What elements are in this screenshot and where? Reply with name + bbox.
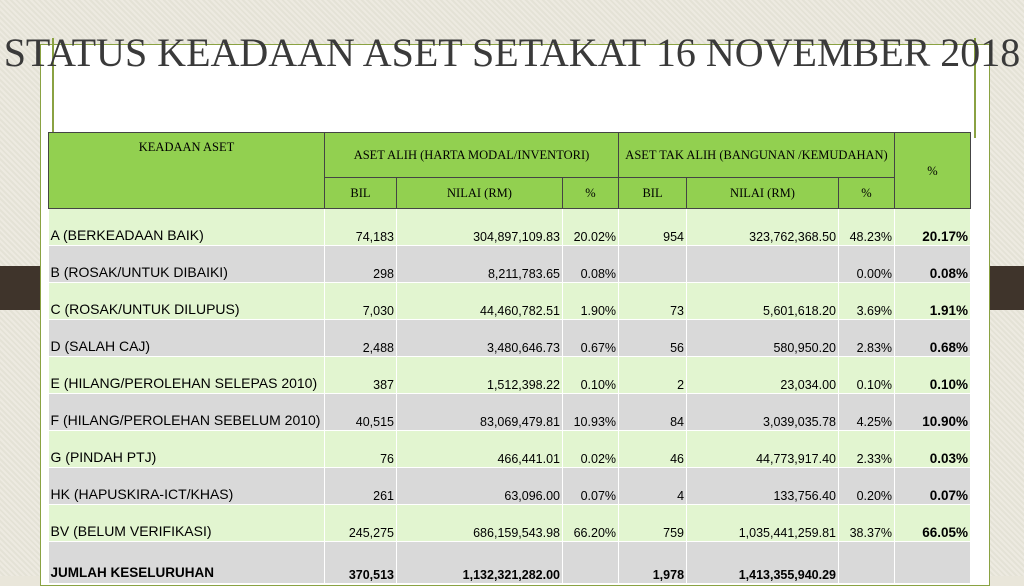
cell-tak-alih-bil: [619, 246, 687, 283]
header-tak-alih-bil: BIL: [619, 178, 687, 209]
table-row: [49, 283, 971, 320]
cell-alih-nilai-total: 1,132,321,282.00: [397, 542, 563, 584]
cell-alih-bil: 7,030: [325, 283, 397, 320]
cell-alih-nilai: 83,069,479.81: [397, 394, 563, 431]
cell-total-percent: 0.07%: [895, 468, 971, 505]
cell-alih-nilai: 686,159,543.98: [397, 505, 563, 542]
cell-tak-alih-bil: 56: [619, 320, 687, 357]
row-label: HK (HAPUSKIRA-ICT/KHAS): [49, 468, 325, 505]
cell-alih-nilai: 8,211,783.65: [397, 246, 563, 283]
slide-title: STATUS KEADAAN ASET SETAKAT 16 NOVEMBER 2018: [3, 30, 1021, 75]
cell-alih-nilai: 1,512,398.22: [397, 357, 563, 394]
cell-alih-nilai: 3,480,646.73: [397, 320, 563, 357]
table-row: [49, 246, 971, 283]
row-label: B (ROSAK/UNTUK DIBAIKI): [49, 246, 325, 283]
table-row: [49, 357, 971, 394]
cell-tak-alih-bil: 73: [619, 283, 687, 320]
cell-tak-alih-percent: 0.10%: [839, 357, 895, 394]
cell-alih-bil: 261: [325, 468, 397, 505]
row-label: BV (BELUM VERIFIKASI): [49, 505, 325, 542]
cell-total-percent: 1.91%: [895, 283, 971, 320]
cell-total-percent: 0.08%: [895, 246, 971, 283]
cell-tak-alih-bil: 46: [619, 431, 687, 468]
row-label: D (SALAH CAJ): [49, 320, 325, 357]
row-label: A (BERKEADAAN BAIK): [49, 209, 325, 246]
header-alih-percent: %: [563, 178, 619, 209]
cell-total-percent: 20.17%: [895, 209, 971, 246]
cell-alih-nilai: 63,096.00: [397, 468, 563, 505]
cell-tak-alih-nilai: 44,773,917.40: [687, 431, 839, 468]
row-label: C (ROSAK/UNTUK DILUPUS): [49, 283, 325, 320]
cell-alih-percent: 1.90%: [563, 283, 619, 320]
cell-tak-alih-nilai: [687, 246, 839, 283]
cell-alih-bil: 245,275: [325, 505, 397, 542]
cell-alih-bil-total: 370,513: [325, 542, 397, 584]
cell-alih-percent: 20.02%: [563, 209, 619, 246]
cell-alih-nilai: 466,441.01: [397, 431, 563, 468]
cell-tak-alih-bil-total: 1,978: [619, 542, 687, 584]
cell-alih-percent: 0.07%: [563, 468, 619, 505]
cell-tak-alih-bil: 84: [619, 394, 687, 431]
cell-tak-alih-percent: 3.69%: [839, 283, 895, 320]
header-alih-bil: BIL: [325, 178, 397, 209]
cell-tak-alih-nilai: 323,762,368.50: [687, 209, 839, 246]
row-label: E (HILANG/PEROLEHAN SELEPAS 2010): [49, 357, 325, 394]
header-total-percent: %: [895, 133, 971, 209]
header-aset-alih: ASET ALIH (HARTA MODAL/INVENTORI): [325, 133, 619, 178]
cell-tak-alih-percent: 0.20%: [839, 468, 895, 505]
cell-alih-nilai: 304,897,109.83: [397, 209, 563, 246]
cell-alih-bil: 40,515: [325, 394, 397, 431]
cell-tak-alih-nilai: 133,756.40: [687, 468, 839, 505]
cell-alih-nilai: 44,460,782.51: [397, 283, 563, 320]
table-row-total: [49, 542, 971, 584]
cell-alih-percent: 0.67%: [563, 320, 619, 357]
cell-tak-alih-nilai-total: 1,413,355,940.29: [687, 542, 839, 584]
cell-tak-alih-nilai: 580,950.20: [687, 320, 839, 357]
row-label: F (HILANG/PEROLEHAN SEBELUM 2010): [49, 394, 325, 431]
cell-alih-bil: 2,488: [325, 320, 397, 357]
cell-alih-percent-total: [563, 542, 619, 584]
cell-tak-alih-percent-total: [839, 542, 895, 584]
cell-tak-alih-percent: 0.00%: [839, 246, 895, 283]
row-label: G (PINDAH PTJ): [49, 431, 325, 468]
header-alih-nilai: NILAI (RM): [397, 178, 563, 209]
table-row: [49, 468, 971, 505]
cell-alih-percent: 0.08%: [563, 246, 619, 283]
cell-total-percent: 0.68%: [895, 320, 971, 357]
cell-total-percent: 0.03%: [895, 431, 971, 468]
cell-tak-alih-nilai: 3,039,035.78: [687, 394, 839, 431]
cell-tak-alih-percent: 2.33%: [839, 431, 895, 468]
header-tak-alih-nilai: NILAI (RM): [687, 178, 839, 209]
table-row: [49, 320, 971, 357]
cell-alih-bil: 387: [325, 357, 397, 394]
asset-status-table: [48, 132, 971, 584]
table-row: [49, 431, 971, 468]
cell-tak-alih-percent: 48.23%: [839, 209, 895, 246]
cell-alih-bil: 298: [325, 246, 397, 283]
cell-total-percent: 0.10%: [895, 357, 971, 394]
cell-alih-percent: 10.93%: [563, 394, 619, 431]
cell-tak-alih-bil: 759: [619, 505, 687, 542]
cell-tak-alih-percent: 2.83%: [839, 320, 895, 357]
header-aset-tak-alih: ASET TAK ALIH (BANGUNAN /KEMUDAHAN): [619, 133, 895, 178]
cell-tak-alih-bil: 4: [619, 468, 687, 505]
cell-tak-alih-percent: 38.37%: [839, 505, 895, 542]
header-tak-alih-percent: %: [839, 178, 895, 209]
cell-tak-alih-bil: 2: [619, 357, 687, 394]
cell-alih-percent: 0.10%: [563, 357, 619, 394]
cell-tak-alih-nilai: 23,034.00: [687, 357, 839, 394]
cell-tak-alih-percent: 4.25%: [839, 394, 895, 431]
table-row: [49, 505, 971, 542]
cell-alih-bil: 76: [325, 431, 397, 468]
header-keadaan-aset: KEADAAN ASET: [49, 133, 325, 209]
table-row: [49, 209, 971, 246]
cell-alih-percent: 0.02%: [563, 431, 619, 468]
cell-tak-alih-nilai: 1,035,441,259.81: [687, 505, 839, 542]
cell-tak-alih-bil: 954: [619, 209, 687, 246]
cell-tak-alih-nilai: 5,601,618.20: [687, 283, 839, 320]
cell-total-percent: 66.05%: [895, 505, 971, 542]
table-row: [49, 394, 971, 431]
cell-total-percent-total: [895, 542, 971, 584]
cell-total-percent: 10.90%: [895, 394, 971, 431]
row-label-total: JUMLAH KESELURUHAN: [49, 542, 325, 584]
cell-alih-percent: 66.20%: [563, 505, 619, 542]
cell-alih-bil: 74,183: [325, 209, 397, 246]
